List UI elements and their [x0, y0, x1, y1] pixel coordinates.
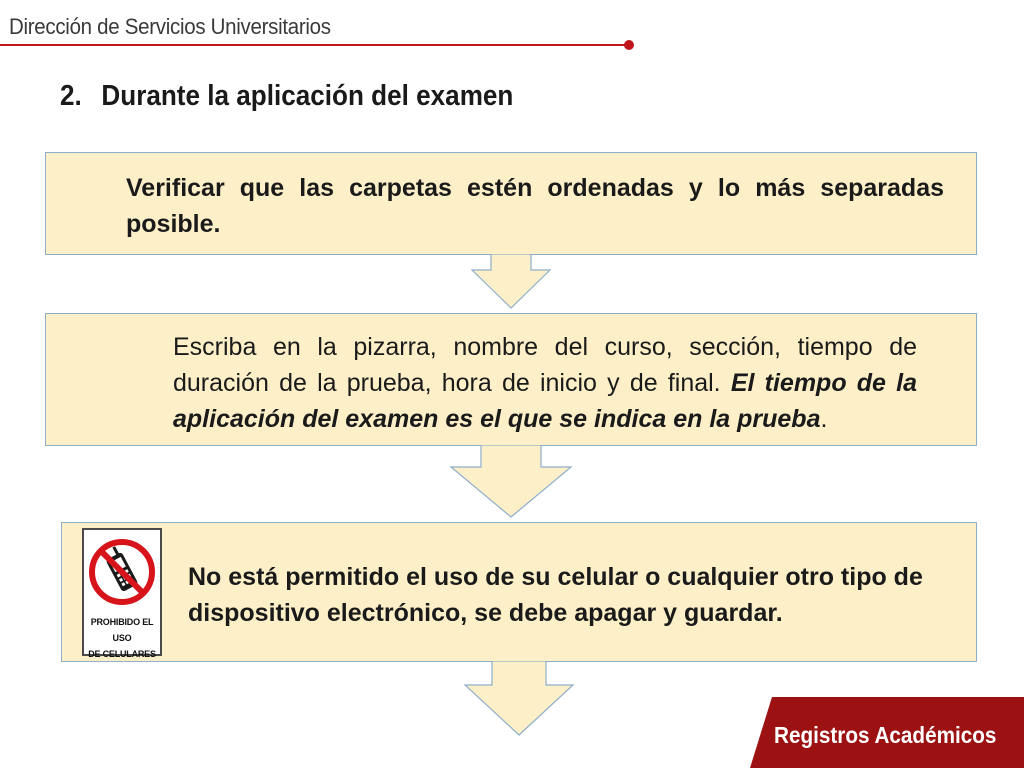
step-box-2	[45, 313, 977, 446]
sign-caption-line2: DE CELULARES	[88, 649, 156, 659]
sign-caption	[84, 614, 160, 662]
down-arrow-icon	[449, 445, 573, 519]
step-2-text-emphasis: El tiempo de la aplicación del examen es el que se indica en la prueba	[173, 369, 917, 433]
no-cellphone-icon	[84, 530, 160, 614]
step-2-text	[173, 329, 917, 437]
step-box-1	[45, 152, 977, 255]
header-divider-dot	[624, 40, 634, 50]
no-cellphone-sign	[82, 528, 162, 659]
section-number: 2.	[60, 80, 82, 112]
section-title	[60, 80, 513, 113]
step-box-3	[61, 522, 977, 662]
header-title: Dirección de Servicios Universitarios	[9, 14, 331, 39]
sign-caption-line1: PROHIBIDO EL USO	[90, 617, 154, 643]
down-arrow-icon	[463, 661, 575, 737]
step-3-text: No está permitido el uso de su celular o cualquier otro tipo de dispositivo electrónico, se debe apagar y guardar.	[188, 563, 923, 627]
header-divider	[0, 44, 630, 46]
step-2-text-plain: Escriba en la pizarra, nombre del curso, sección, tiempo de duración de la prueba, hora de inicio y de final.	[173, 333, 917, 397]
down-arrow-icon	[470, 254, 552, 310]
section-title-text: Durante la aplicación del examen	[101, 80, 514, 112]
step-2-text-end: .	[820, 405, 828, 433]
step-1-text: Verificar que las carpetas estén ordenadas y lo más separadas posible.	[126, 174, 944, 238]
footer-label: Registros Académicos	[774, 722, 997, 748]
